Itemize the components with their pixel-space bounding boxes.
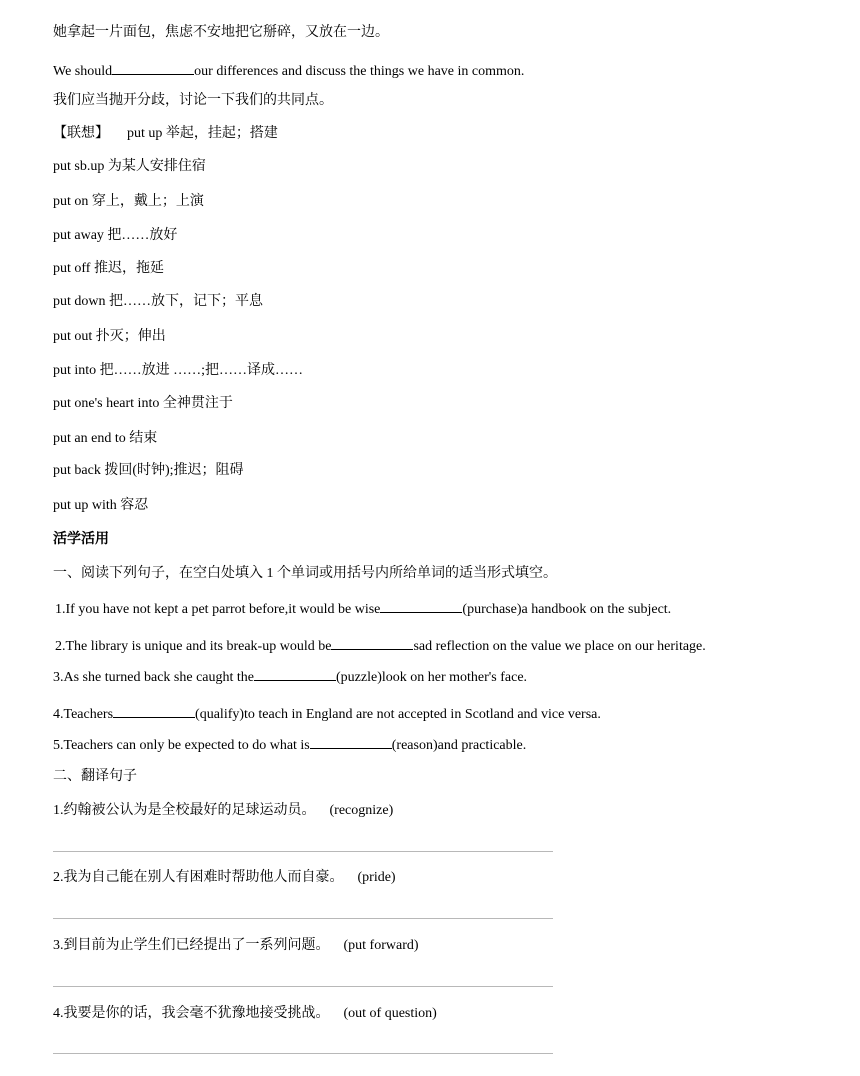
association-first-line [53,125,278,143]
example-en-pre: We should [53,64,113,79]
translate-item [53,1005,437,1023]
fill-item [55,636,706,656]
part2-instruction: 二、翻译句子 [53,769,137,784]
fill-item-pre: 2.The library is unique and its break-up would be [55,639,332,654]
fill-item-pre: 3.As she turned back she caught the [53,670,254,685]
practice-title: 活学活用 [53,532,109,547]
association-item: put one's heart into 全神贯注于 [53,396,233,411]
fill-item [53,667,527,687]
answer-line[interactable] [53,1053,553,1054]
association-item: put away 把……放好 [53,228,178,243]
translate-hint: (put forward) [343,938,419,953]
translate-item [53,869,396,887]
answer-line[interactable] [53,918,553,919]
fill-blank[interactable] [331,636,413,650]
fill-item-post: (qualify)to teach in England are not accepted in Scotland and vice versa. [195,707,601,722]
example-zh-translation: 我们应当抛开分歧，讨论一下我们的共同点。 [53,93,333,108]
association-item: put an end to 结束 [53,431,158,446]
fill-item [53,704,601,724]
association-item: put up with 容忍 [53,498,149,513]
association-item: put out 扑灭；伸出 [53,329,166,344]
fill-blank[interactable] [380,599,462,613]
example-en-post: our differences and discuss the things we have in common. [194,64,525,79]
fill-item-pre: 4.Teachers [53,707,114,722]
fill-blank[interactable] [310,735,392,749]
translate-zh: 1.约翰被公认为是全校最好的足球运动员。 [53,803,316,818]
association-item: put into 把……放进 ……;把……译成…… [53,363,304,378]
translate-item [53,802,393,820]
translate-zh: 2.我为自己能在别人有困难时帮助他人而自豪。 [53,870,344,885]
association-item: put sb.up 为某人安排住宿 [53,159,206,174]
translate-hint: (out of question) [343,1006,437,1021]
part1-instruction: 一、阅读下列句子，在空白处填入 1 个单词或用括号内所给单词的适当形式填空。 [53,566,557,581]
association-item: put on 穿上，戴上；上演 [53,194,204,209]
fill-item [53,735,526,755]
fill-item-post: (reason)and practicable. [391,738,527,753]
fill-item-post: sad reflection on the value we place on our heritage. [413,639,706,654]
fill-blank[interactable] [112,61,194,75]
association-heading: 【联想】 [53,126,109,141]
translate-zh: 4.我要是你的话，我会毫不犹豫地接受挑战。 [53,1006,330,1021]
translate-zh: 3.到目前为止学生们已经提出了一系列问题。 [53,938,330,953]
association-item: put up 举起，挂起；搭建 [127,126,278,141]
fill-item-pre: 5.Teachers can only be expected to do what is [53,738,310,753]
association-item: put down 把……放下，记下；平息 [53,294,263,309]
translate-hint: (pride) [357,870,396,885]
translate-hint: (recognize) [329,803,394,818]
association-item: put back 拨回(时钟);推迟；阻碍 [53,463,244,478]
fill-item [55,599,671,619]
fill-blank[interactable] [113,704,195,718]
example-en-sentence [53,61,524,81]
fill-item-pre: 1.If you have not kept a pet parrot before,it would be wise [55,602,381,617]
answer-line[interactable] [53,986,553,987]
answer-line[interactable] [53,851,553,852]
association-item: put off 推迟，拖延 [53,261,164,276]
fill-blank[interactable] [254,667,336,681]
translate-item [53,937,419,955]
fill-item-post: (puzzle)look on her mother's face. [336,670,528,685]
example-zh-top: 她拿起一片面包，焦虑不安地把它掰碎，又放在一边。 [53,25,389,40]
fill-item-post: (purchase)a handbook on the subject. [462,602,672,617]
